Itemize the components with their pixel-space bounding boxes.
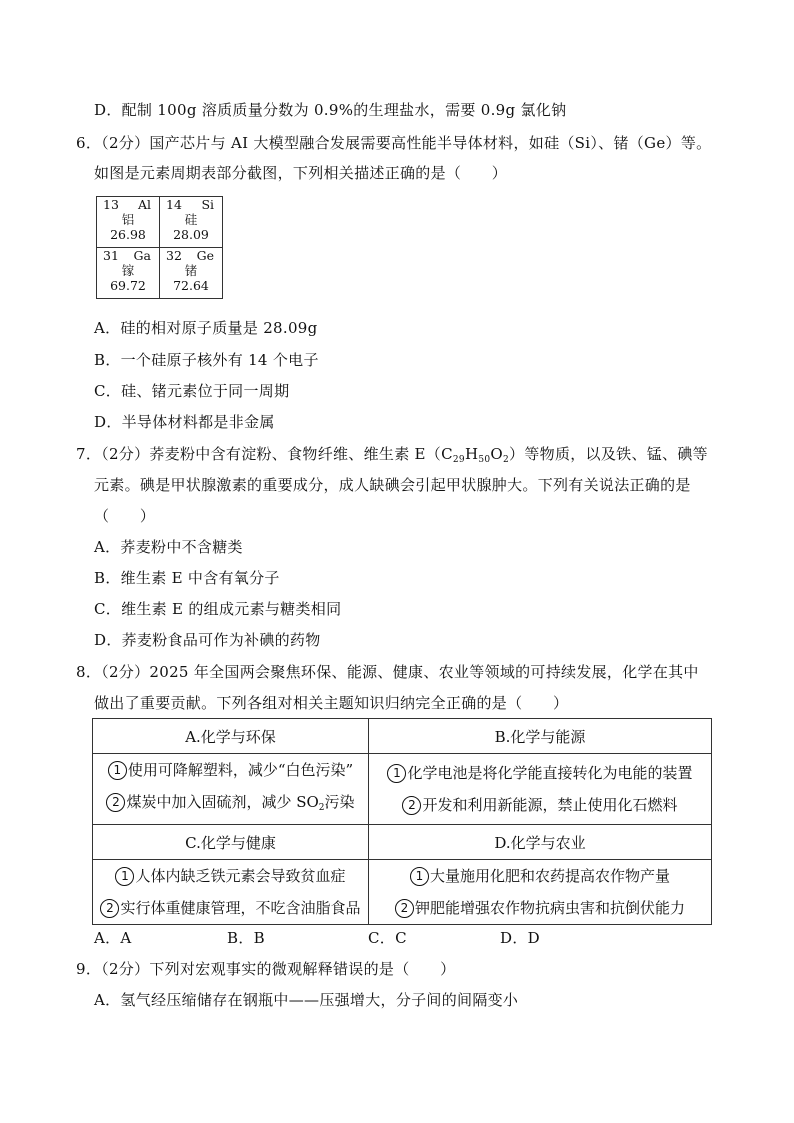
table-header-c: C.化学与健康 <box>93 825 369 860</box>
formula-subscript: 2 <box>318 803 325 813</box>
atomic-number: 13 <box>103 197 119 212</box>
q5-option-d: D．配制 100g 溶质质量分数为 0.9%的生理盐水，需要 0.9g 氯化钠 <box>94 101 567 119</box>
circled-one: 1 <box>387 764 406 783</box>
cell-text: 煤炭中加入固硫剂，减少 SO <box>126 793 319 811</box>
q8-stem-line1: 8．（2分）2025 年全国两会聚焦环保、能源、健康、农业等领域的可持续发展，化学在其中 <box>76 663 699 681</box>
table-cell-a <box>93 754 369 825</box>
cell-text: 使用可降解塑料，减少“白色污染” <box>127 761 354 779</box>
q6-option-c[interactable]: C．硅、锗元素位于同一周期 <box>94 382 290 400</box>
q8-option-d[interactable]: D．D <box>500 929 540 947</box>
circled-two: 2 <box>100 899 119 918</box>
circled-two: 2 <box>402 796 421 815</box>
table-header-a: A.化学与环保 <box>93 719 369 754</box>
element-name: 镓 <box>121 263 135 278</box>
element-symbol: Ga <box>133 248 151 263</box>
element-symbol: Ge <box>196 248 214 263</box>
formula-part: 2 <box>503 455 510 465</box>
element-cell-al <box>97 197 160 248</box>
cell-text: 人体内缺乏铁元素会导致贫血症 <box>135 867 346 885</box>
element-cell-ge <box>160 248 223 299</box>
q8-option-a[interactable]: A．A <box>94 929 132 947</box>
element-name: 硅 <box>184 212 198 227</box>
formula-part: 29 <box>452 455 465 465</box>
atomic-mass: 69.72 <box>110 278 146 293</box>
q6-option-d[interactable]: D．半导体材料都是非金属 <box>94 413 275 431</box>
q7-stem-line1 <box>76 444 708 470</box>
q8-option-c[interactable]: C．C <box>368 929 407 947</box>
table-cell-d <box>369 860 712 925</box>
formula-part: O <box>490 445 504 463</box>
circled-one: 1 <box>115 867 134 886</box>
q6-stem-line1: 6．（2分）国产芯片与 AI 大模型融合发展需要高性能半导体材料，如硅（Si）、锗（Ge）等。 <box>76 134 712 152</box>
atomic-number: 32 <box>166 248 182 263</box>
table-cell-c <box>93 860 369 925</box>
circled-one: 1 <box>108 761 127 780</box>
circled-two: 2 <box>395 899 414 918</box>
cell-text: 污染 <box>324 793 355 811</box>
q7-option-c[interactable]: C．维生素 E 的组成元素与糖类相同 <box>94 600 342 618</box>
table-header-d: D.化学与农业 <box>369 825 712 860</box>
element-name: 锗 <box>184 263 198 278</box>
q6-option-b[interactable]: B．一个硅原子核外有 14 个电子 <box>94 351 319 369</box>
periodic-table-excerpt <box>96 196 223 299</box>
atomic-number: 31 <box>103 248 119 263</box>
table-cell-b <box>369 754 712 825</box>
q8-option-b[interactable]: B．B <box>227 929 265 947</box>
atomic-number: 14 <box>166 197 182 212</box>
q9-stem: 9．（2分）下列对宏观事实的微观解释错误的是（ ） <box>76 960 456 978</box>
atomic-mass: 72.64 <box>173 278 209 293</box>
q7-option-b[interactable]: B．维生素 E 中含有氧分子 <box>94 569 280 587</box>
cell-text: 实行体重健康管理，不吃含油脂食品 <box>120 899 361 917</box>
q7-stem-line3: （ ） <box>94 507 156 525</box>
q7-stem-line2: 元素。碘是甲状腺激素的重要成分，成人缺碘会引起甲状腺肿大。下列有关说法正确的是 <box>94 476 691 494</box>
atomic-mass: 26.98 <box>110 227 146 242</box>
cell-text: 开发和利用新能源，禁止使用化石燃料 <box>422 796 678 814</box>
cell-text: 大量施用化肥和农药提高农作物产量 <box>429 867 670 885</box>
formula-part: H <box>464 445 479 463</box>
element-name: 铝 <box>121 212 135 227</box>
element-symbol: Si <box>201 197 214 212</box>
atomic-mass: 28.09 <box>173 227 209 242</box>
circled-one: 1 <box>410 867 429 886</box>
q7-option-d[interactable]: D．荞麦粉食品可作为补碘的药物 <box>94 631 321 649</box>
circled-two: 2 <box>106 793 125 812</box>
q7-stem-text: ）等物质，以及铁、锰、碘等 <box>509 445 708 463</box>
element-cell-ga <box>97 248 160 299</box>
cell-text: 钾肥能增强农作物抗病虫害和抗倒伏能力 <box>414 899 685 917</box>
table-header-b: B.化学与能源 <box>369 719 712 754</box>
element-symbol: Al <box>137 197 151 212</box>
element-cell-si <box>160 197 223 248</box>
theme-knowledge-table <box>92 718 712 925</box>
q6-stem-line2: 如图是元素周期表部分截图，下列相关描述正确的是（ ） <box>94 164 508 182</box>
q8-stem-line2: 做出了重要贡献。下列各组对相关主题知识归纳完全正确的是（ ） <box>94 694 569 712</box>
formula-part: 50 <box>478 455 491 465</box>
q9-option-a[interactable]: A．氢气经压缩储存在钢瓶中——压强增大，分子间的间隔变小 <box>94 991 519 1009</box>
q7-option-a[interactable]: A．荞麦粉中不含糖类 <box>94 538 243 556</box>
cell-text: 化学电池是将化学能直接转化为电能的装置 <box>407 764 693 782</box>
q6-option-a[interactable]: A．硅的相对原子质量是 28.09g <box>94 319 318 337</box>
q7-stem-text: 7．（2分）荞麦粉中含有淀粉、食物纤维、维生素 E（C <box>76 445 453 463</box>
